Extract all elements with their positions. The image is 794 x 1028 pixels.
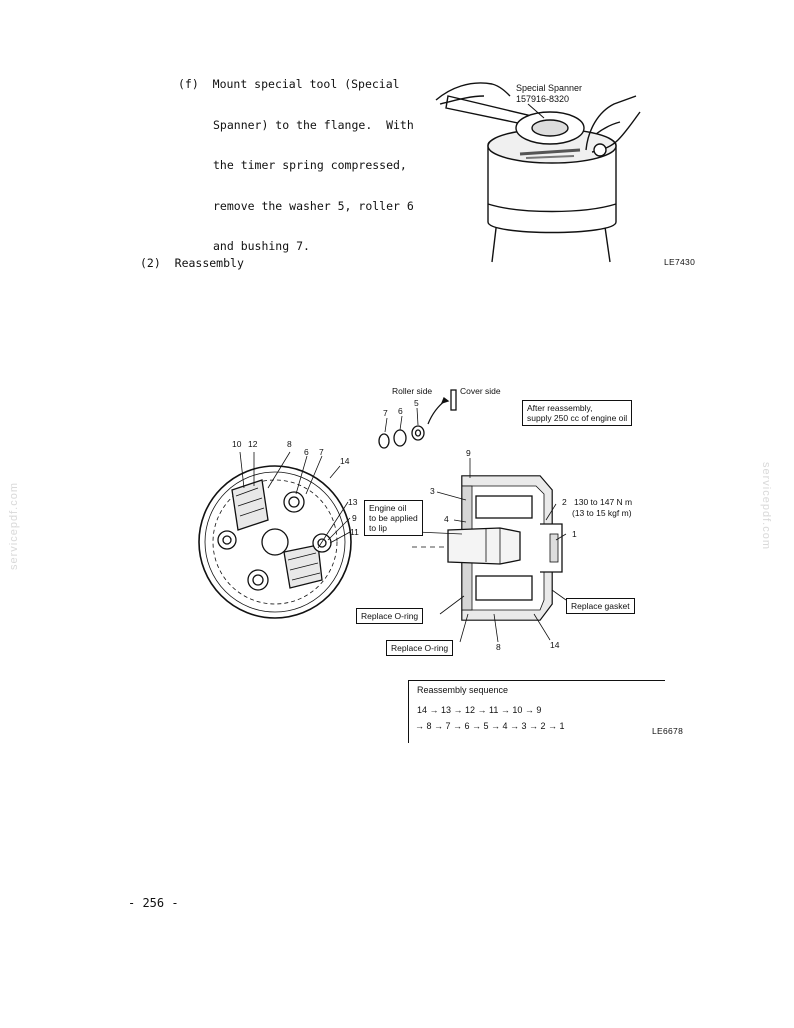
sequence-line-2: → 8 → 7 → 6 → 5 → 4 → 3 → 2 → 1: [415, 721, 565, 731]
callout-13: 13: [348, 497, 358, 507]
callout-14-side: 14: [550, 640, 560, 650]
lip-oil-note-box: [364, 500, 423, 536]
callout-8-front: 8: [287, 439, 292, 449]
step-f-line-1: (f) Mount special tool (Special: [178, 77, 400, 91]
lip-oil-note-line-1: Engine oil: [369, 503, 407, 513]
callout-6-front: 6: [304, 447, 309, 457]
callout-9-front: 9: [352, 513, 357, 523]
cover-side-label: Cover side: [460, 386, 501, 396]
callout-1-side: 1: [572, 529, 577, 539]
sequence-title: Reassembly sequence: [417, 685, 509, 695]
step-f-line-5: and bushing 7.: [213, 239, 310, 253]
callout-9-side: 9: [466, 448, 471, 458]
replace-oring-box-1: Replace O-ring: [356, 608, 423, 624]
callout-2-side: 2: [562, 497, 567, 507]
step-f-line-4: remove the washer 5, roller 6: [213, 198, 414, 213]
section-number: (2): [140, 256, 161, 270]
callout-7-part: 7: [383, 408, 388, 418]
torque-spec-nm: 130 to 147 N m: [574, 497, 633, 507]
roller-side-label: Roller side: [392, 386, 433, 396]
replace-oring-box-2: Replace O-ring: [386, 640, 453, 656]
engine-oil-note-line-2: supply 250 cc of engine oil: [527, 413, 628, 423]
engine-oil-note-box: [522, 400, 632, 426]
callout-5-part: 5: [414, 398, 419, 408]
step-f-line-2: Spanner) to the flange. With: [213, 117, 414, 132]
step-label: (f): [178, 77, 199, 91]
page-number: - 256 -: [128, 896, 179, 910]
section-title: Reassembly: [174, 256, 244, 270]
figure-code-le6678: LE6678: [652, 726, 684, 736]
callout-11: 11: [350, 527, 359, 537]
sequence-line-1: 14 → 13 → 12 → 11 → 10 → 9: [417, 705, 542, 715]
watermark-left: servicepdf.com: [7, 482, 20, 570]
step-f-line-3: the timer spring compressed,: [213, 158, 407, 172]
torque-spec-kgfm: (13 to 15 kgf m): [572, 508, 632, 518]
callout-7-front: 7: [319, 447, 324, 457]
callout-6-part: 6: [398, 406, 403, 416]
reassembly-sequence-box: [408, 680, 665, 743]
special-spanner-label: Special Spanner: [516, 83, 583, 93]
callout-12: 12: [248, 439, 258, 449]
callout-10: 10: [232, 439, 242, 449]
callout-14-front: 14: [340, 456, 350, 466]
figure-code-le7430: LE7430: [664, 257, 696, 267]
lip-oil-note-line-2: to be applied: [369, 513, 418, 523]
special-spanner-part-number: 157916-8320: [516, 94, 570, 104]
callout-8-side: 8: [496, 642, 501, 652]
callout-3-side: 3: [430, 486, 435, 496]
callout-4-side: 4: [444, 514, 449, 524]
replace-gasket-box: Replace gasket: [566, 598, 635, 614]
engine-oil-note-line-1: After reassembly,: [527, 403, 593, 413]
lip-oil-note-line-3: to lip: [369, 523, 387, 533]
watermark-right: servicepdf.com: [759, 462, 772, 550]
